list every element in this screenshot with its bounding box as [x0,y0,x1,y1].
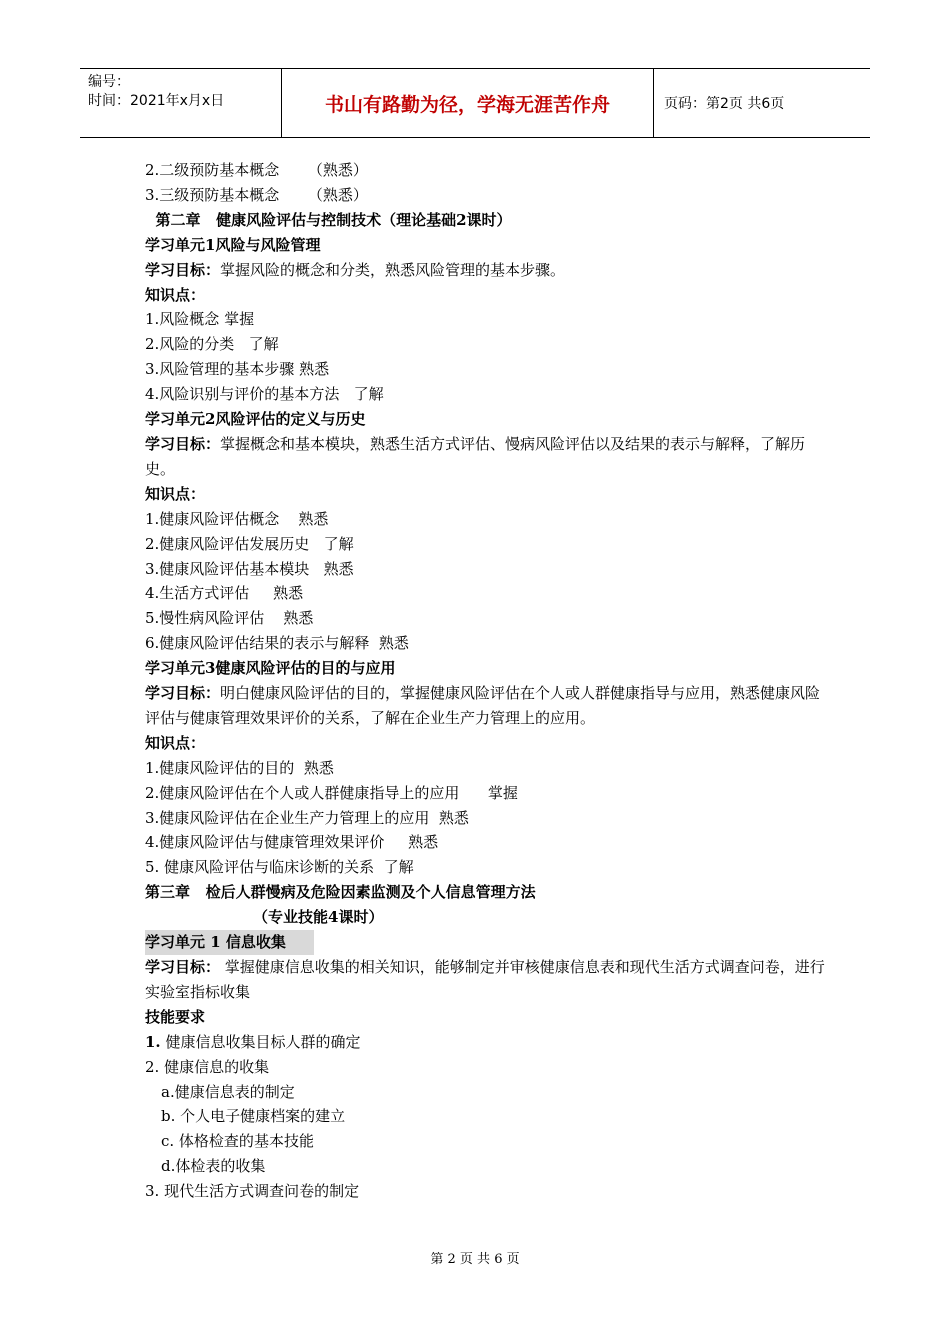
line-text: 2.健康风险评估发展历史 了解 [145,534,354,553]
line-text: b. 个人电子健康档案的建立 [161,1107,346,1126]
text-line [145,183,825,208]
text-line [145,357,825,382]
text-line [145,1179,825,1204]
line-text: 3.健康风险评估基本模块 熟悉 [145,559,354,578]
text-line [145,158,825,183]
text-line [145,332,825,357]
text-line [145,905,825,930]
text-line [145,1080,825,1105]
line-text: 3.健康风险评估在企业生产力管理上的应用 熟悉 [145,808,469,827]
line-text: 2.二级预防基本概念 （熟悉） [145,161,368,179]
line-label: 学习目标： [145,684,221,703]
heading-text: 学习单元 1 信息收集 [145,930,314,955]
text-line [145,880,825,905]
line-label: 学习目标： [145,260,221,279]
text-line [145,855,825,880]
number-label: 编号： [88,74,130,90]
line-text: 4.健康风险评估与健康管理效果评价 熟悉 [145,833,439,852]
text-line [145,756,825,781]
text-line [145,681,825,731]
line-text: 5.慢性病风险评估 熟悉 [145,609,314,628]
text-line [145,955,825,1005]
text-line [145,1030,825,1055]
motto: 书山有路勤为径，学海无涯苦作舟 [282,69,654,137]
line-text: 1.健康风险评估概念 熟悉 [145,509,329,528]
document-body [145,158,825,1204]
line-text: 3.三级预防基本概念 （熟悉） [145,185,368,204]
line-text: 3.风险管理的基本步骤 熟悉 [145,360,330,379]
header-info-cell [80,69,282,137]
line-text: 明白健康风险评估的目的，掌握健康风险评估在个人或人群健康指导与应用，熟悉健康风险评估与健康管理效果评价的关系，了解在企业生产力管理上的应用。 [145,684,821,727]
line-text: 5. 健康风险评估与临床诊断的关系 了解 [145,858,414,877]
line-text: 健康信息收集目标人群的确定 [160,1032,361,1051]
line-text: d.体检表的收集 [161,1157,266,1176]
heading-text: 学习单元2风险评估的定义与历史 [145,410,366,429]
text-line [145,233,825,258]
heading-text: 知识点： [145,484,206,503]
heading-text: 第三章 检后人群慢病及危险因素监测及个人信息管理方法 [145,883,536,902]
line-text: 2.风险的分类 了解 [145,335,279,354]
text-line [145,382,825,407]
text-line [145,656,825,681]
text-line [145,806,825,831]
text-line [145,307,825,332]
text-line [145,830,825,855]
page-footer: 第 2 页 共 6 页 [430,1252,520,1267]
text-line [145,482,825,507]
heading-text: （专业技能4课时） [253,908,384,927]
text-line [145,532,825,557]
text-line [145,1129,825,1154]
time-label: 时间：2021年x月x日 [88,93,225,109]
text-line [145,606,825,631]
header-table [80,68,870,138]
line-text: 掌握健康信息收集的相关知识，能够制定并审核健康信息表和现代生活方式调查问卷，进行实验室指标收集 [145,958,825,1001]
line-label: 学习目标： [145,434,221,453]
line-text: 1.风险概念 掌握 [145,310,255,329]
heading-text: 学习单元3健康风险评估的目的与应用 [145,659,396,678]
line-text: 4.风险识别与评价的基本方法 了解 [145,385,384,404]
text-line [145,507,825,532]
text-line [145,781,825,806]
text-line [145,1154,825,1179]
heading-text: 技能要求 [145,1007,206,1026]
text-line [145,581,825,606]
text-line [145,731,825,756]
line-label: 学习目标： [145,958,221,976]
text-line [145,432,825,482]
line-text: c. 体格检查的基本技能 [161,1132,314,1151]
line-text: 6.健康风险评估结果的表示与解释 熟悉 [145,634,409,653]
page-label: 页码：第2页 共6页 [664,96,785,112]
line-text: 掌握概念和基本模块，熟悉生活方式评估、慢病风险评估以及结果的表示与解释，了解历史。 [145,434,806,478]
heading-text: 学习单元1风险与风险管理 [145,235,321,254]
text-line [145,407,825,432]
text-line [145,631,825,656]
line-text: 2. 健康信息的收集 [145,1057,270,1076]
line-text: 1.健康风险评估的目的 熟悉 [145,758,334,777]
line-label: 1. [145,1032,161,1051]
text-line [145,258,825,283]
heading-text: 知识点： [145,285,206,304]
heading-text: 第二章 健康风险评估与控制技术（理论基础2课时） [145,210,512,229]
heading-text: 知识点： [145,733,206,752]
text-line [145,1104,825,1129]
line-text: 掌握风险的概念和分类，熟悉风险管理的基本步骤。 [220,260,566,279]
line-text: 3. 现代生活方式调查问卷的制定 [145,1182,360,1201]
text-line [145,283,825,308]
text-line [145,208,825,233]
line-text: a.健康信息表的制定 [161,1082,295,1101]
line-text: 4.生活方式评估 熟悉 [145,584,304,603]
text-line [145,557,825,582]
line-text: 2.健康风险评估在个人或人群健康指导上的应用 掌握 [145,783,518,802]
text-line [145,1055,825,1080]
text-line [145,1005,825,1030]
text-line [145,930,825,955]
